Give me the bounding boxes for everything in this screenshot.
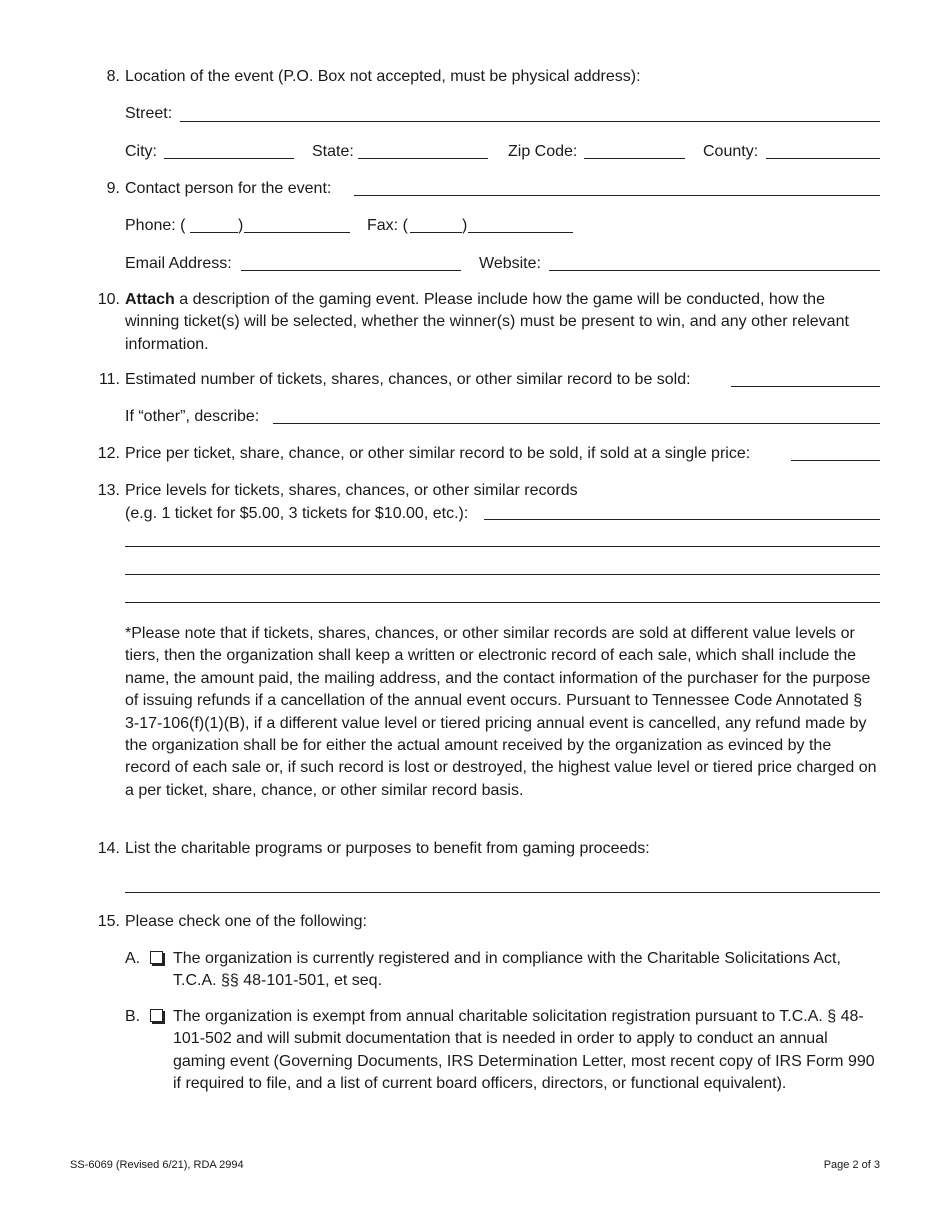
price-levels-field-2[interactable] <box>125 546 880 547</box>
q10-description: a description of the gaming event. Please include how the game will be conducted, how the winning ticket(s) will be selected, whether the winner(s) must be present to win, and any other relevant information. <box>125 291 849 353</box>
q11-text: Estimated number of tickets, shares, chances, or other similar record to be sold: <box>125 371 691 388</box>
city-field[interactable] <box>164 158 294 159</box>
website-field[interactable] <box>549 270 880 271</box>
charitable-programs-field[interactable] <box>125 892 880 893</box>
city-label: City: <box>125 143 157 160</box>
q8-number: 8. <box>106 68 120 85</box>
q13-note: *Please note that if tickets, shares, chances, or other similar records are sold at different value levels or tiers, then the organization shall keep a written or electronic record of each sale, which shall include the name, the amount paid, the mailing address, and the contact information of the purchaser for the purpose of issuing refunds if a cancellation of the annual event occurs. Pursuant to Tennessee Code Annotated § 3-17-106(f)(1)(B), if a different value level or tiered pricing annual event is cancelled, any refund made by the organization shall be for either the actual amount received by the organization as evinced by the record of each sale or, if such record is lost or destroyed, the highest value level or tiered price charged on a per ticket, share, chance, or other similar record basis. <box>125 625 877 799</box>
q9-text: Contact person for the event: <box>125 180 332 197</box>
checkbox-icon <box>150 951 163 964</box>
price-levels-field-1[interactable] <box>484 519 880 520</box>
fax-label: Fax: ( <box>367 217 408 234</box>
phone-label: Phone: ( <box>125 217 186 234</box>
zip-label: Zip Code: <box>508 143 578 160</box>
q10-attach-bold: Attach <box>125 291 175 308</box>
other-describe-field[interactable] <box>273 423 880 424</box>
street-field[interactable] <box>180 121 880 122</box>
q15-text: Please check one of the following: <box>125 913 367 930</box>
ticket-count-field[interactable] <box>731 386 880 387</box>
option-a-letter: A. <box>125 950 141 967</box>
q11-number: 11. <box>98 371 120 388</box>
single-price-field[interactable] <box>791 460 880 461</box>
q13-text-line1: Price levels for tickets, shares, chances, or other similar records <box>125 482 578 499</box>
fax-number-field[interactable] <box>468 232 573 233</box>
website-label: Website: <box>479 255 541 272</box>
option-a-checkbox[interactable] <box>149 951 165 969</box>
state-field[interactable] <box>358 158 488 159</box>
q10-text <box>125 289 880 356</box>
price-levels-field-4[interactable] <box>125 602 880 603</box>
q14-text: List the charitable programs or purposes to benefit from gaming proceeds: <box>125 840 650 857</box>
county-field[interactable] <box>766 158 880 159</box>
option-b-checkbox[interactable] <box>149 1009 165 1027</box>
q13-text-line2: (e.g. 1 ticket for $5.00, 3 tickets for $10.00, etc.): <box>125 505 469 522</box>
county-label: County: <box>703 143 759 160</box>
q15-number: 15. <box>97 913 120 930</box>
q9-number: 9. <box>106 180 120 197</box>
phone-area-code-field[interactable] <box>190 232 238 233</box>
street-label: Street: <box>125 105 173 122</box>
option-b-text: The organization is exempt from annual charitable solicitation registration pursuant to T.C.A. § 48-101-502 and will submit documentation that is needed in order to apply to conduct an annual gaming event (Governing Documents, IRS Determination Letter, most recent copy of IRS Form 990 if required to file, and a list of current board officers, directors, or functional equivalent). <box>173 1008 875 1093</box>
contact-person-field[interactable] <box>354 195 880 196</box>
fax-area-code-field[interactable] <box>410 232 462 233</box>
price-levels-field-3[interactable] <box>125 574 880 575</box>
email-field[interactable] <box>241 270 461 271</box>
checkbox-icon <box>150 1009 163 1022</box>
phone-paren: ) <box>238 217 244 234</box>
zip-field[interactable] <box>584 158 685 159</box>
q12-number: 12. <box>97 445 120 462</box>
q13-number: 13. <box>97 482 120 499</box>
option-a-text: The organization is currently registered and in compliance with the Charitable Solicitations Act, T.C.A. §§ 48-101-501, et seq. <box>173 950 841 990</box>
q10-number: 10. <box>97 291 120 308</box>
page-number: Page 2 of 3 <box>823 1159 880 1171</box>
q14-number: 14. <box>97 840 120 857</box>
form-id: SS-6069 (Revised 6/21), RDA 2994 <box>70 1159 244 1171</box>
q12-text: Price per ticket, share, chance, or other similar record to be sold, if sold at a single price: <box>125 445 751 462</box>
fax-paren: ) <box>462 217 468 234</box>
phone-number-field[interactable] <box>244 232 350 233</box>
q8-text: Location of the event (P.O. Box not accepted, must be physical address): <box>125 68 641 85</box>
option-b-letter: B. <box>125 1008 141 1025</box>
email-label: Email Address: <box>125 255 232 272</box>
state-label: State: <box>312 143 354 160</box>
other-describe-label: If “other”, describe: <box>125 408 260 425</box>
